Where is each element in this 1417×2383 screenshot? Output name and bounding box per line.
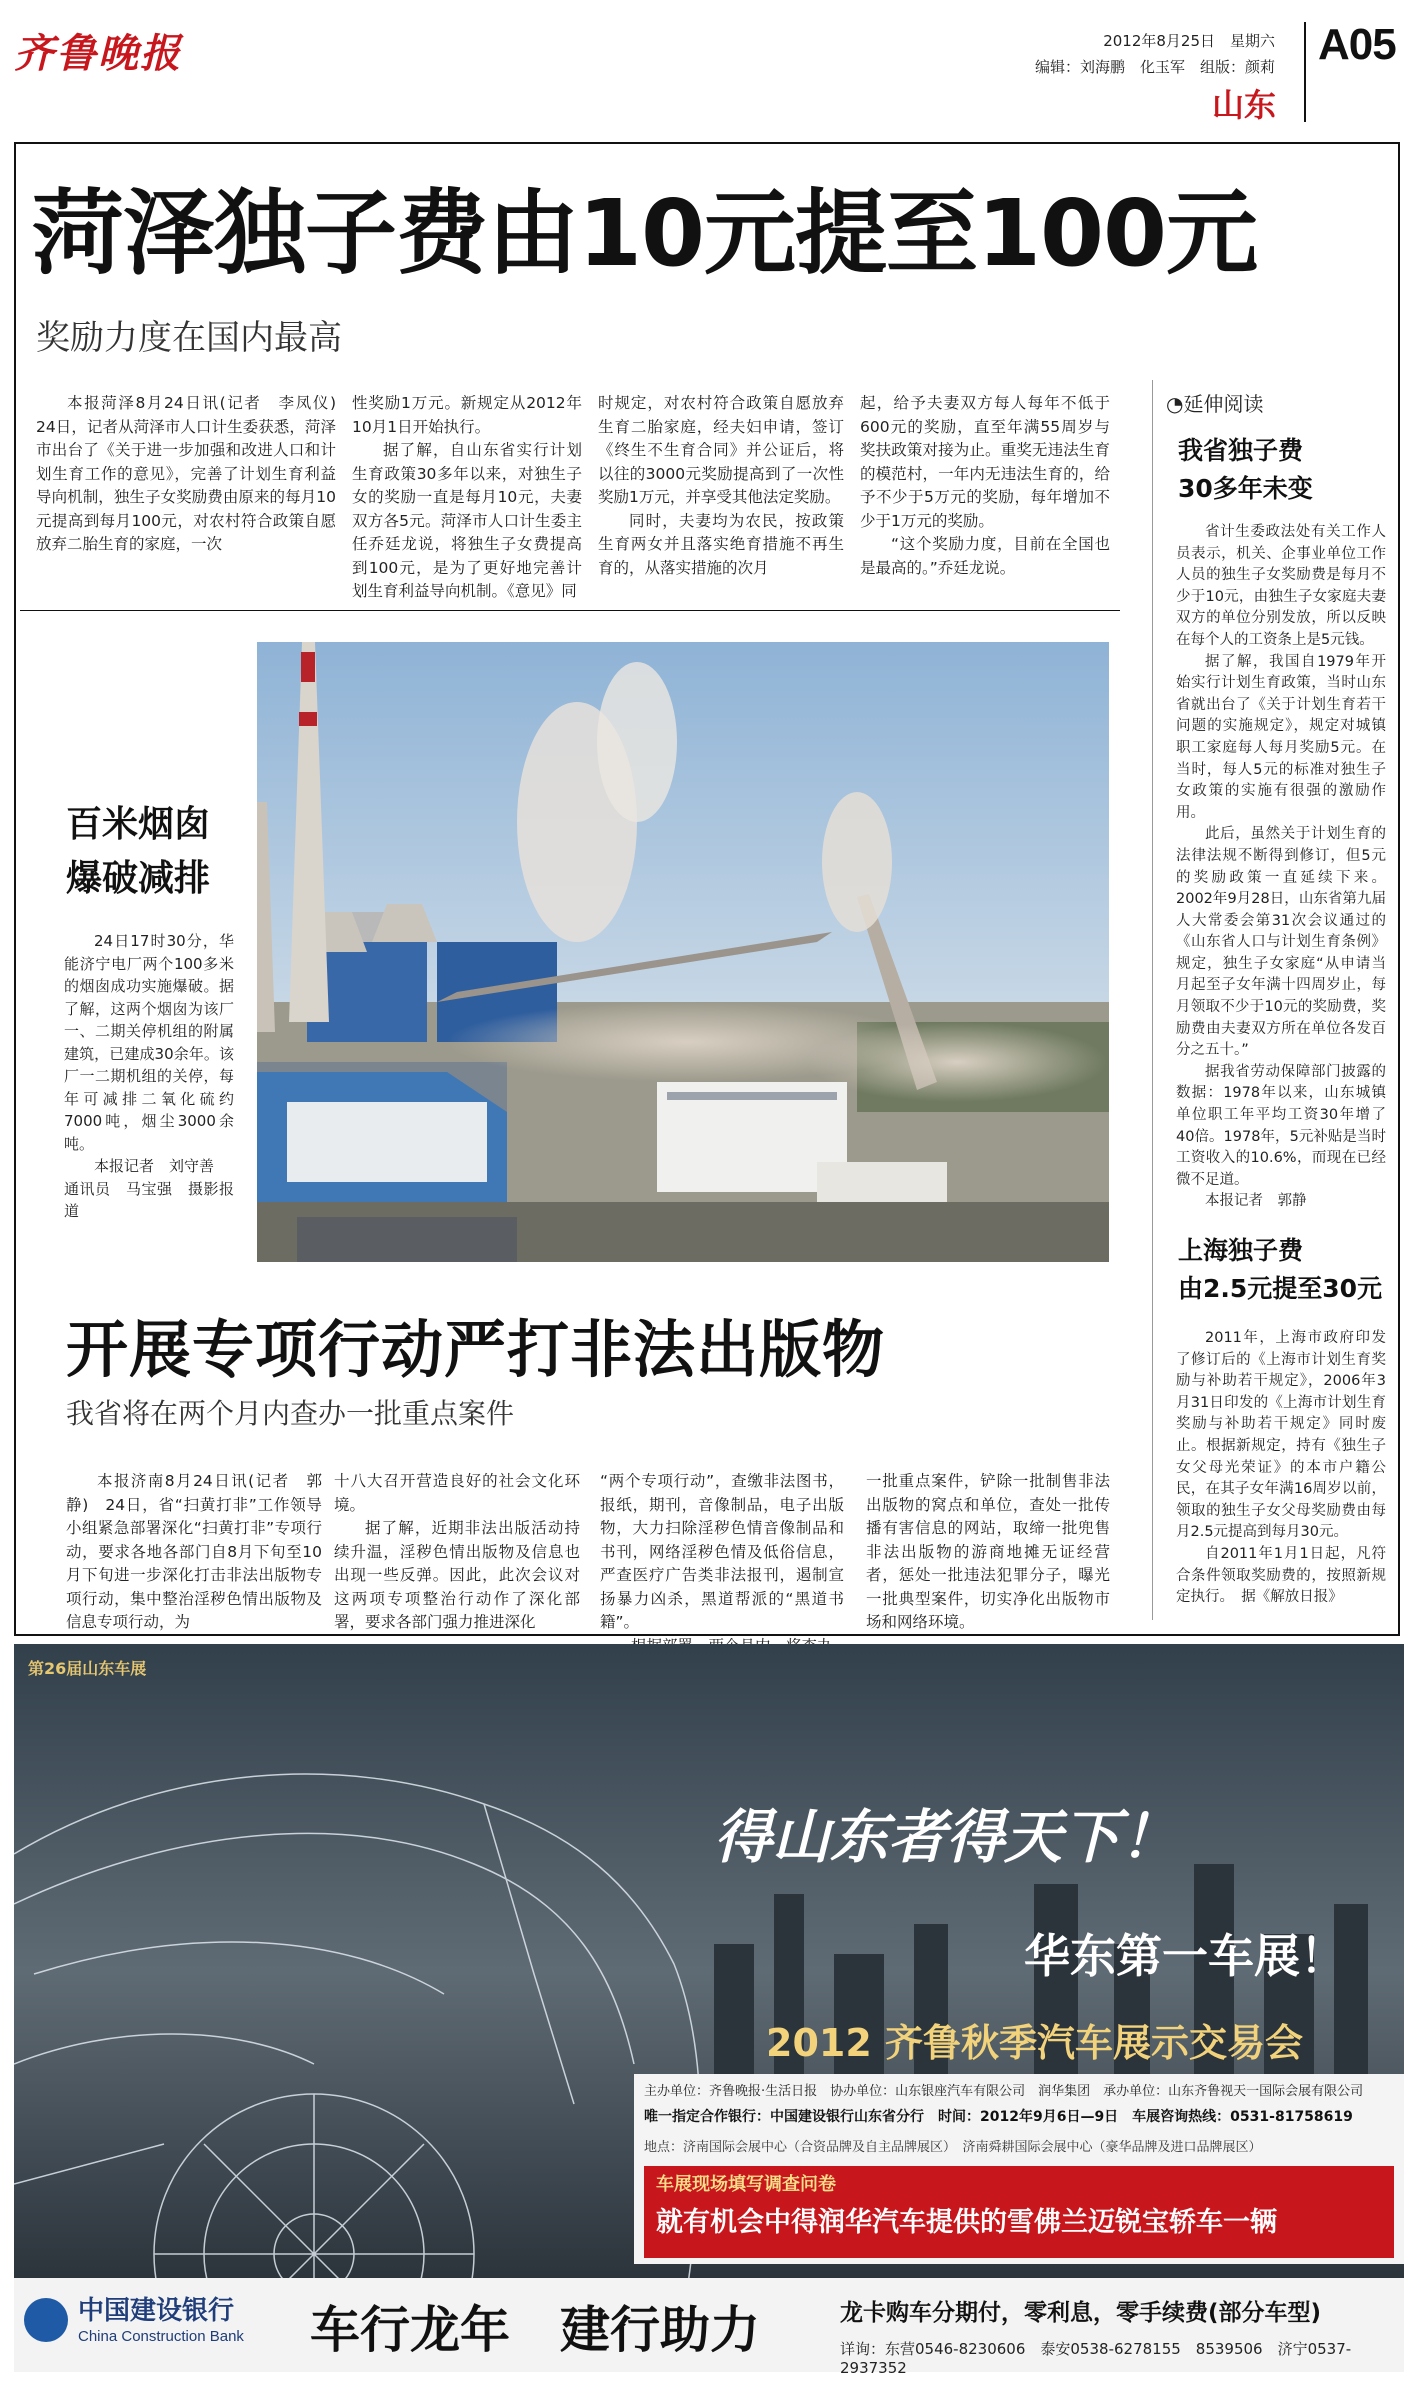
venue-line: 地点：济南国际会展中心（合资品牌及自主品牌展区） 济南舜耕国际会展中心（豪华品牌及进口品牌展区）: [644, 2140, 1262, 2155]
subheadline-2: 我省将在两个月内查办一批重点案件: [66, 1397, 515, 1430]
headline: 菏泽独子费由10元提至100元: [32, 180, 1258, 287]
paragraph: 起，给予夫妻双方每人每年不低于600元的奖励，直至年满55周岁与奖扶政策对接为止。重奖无违法生育的模范村，一年内无违法生育的，给予不少于5万元的奖励，每年增加不少于1万元的奖励。: [860, 394, 1110, 530]
newspaper-logo: 齐鲁晚报: [14, 30, 182, 77]
phone-line: 详询：东营0546-8230606 泰安0538-6278155 8539506 济宁0537-2937352: [840, 2340, 1352, 2377]
subheadline: 奖励力度在国内最高: [36, 318, 342, 358]
photo-caption: [64, 930, 234, 1223]
story1-column-2: [352, 392, 582, 604]
story2-column-1: [66, 1470, 322, 1635]
paragraph: 时规定，对农村符合政策自愿放弃生育二胎家庭，经夫妇申请，签订《终生不生育合同》并公证后，将以往的3000元奖励提高到了一次性奖励1万元，并享受其他法定奖励。: [598, 394, 844, 506]
story1-column-4: [860, 392, 1110, 580]
paragraph: 本报菏泽8月24日讯(记者 李凤仪) 24日，记者从菏泽市人口计生委获悉，菏泽市出台了《关于进一步加强和改进人口和计划生育工作的意见》，完善了计划生育利益导向机制，独生子女奖励费由原来的每月10元提高到每月100元，对农村符合政策自愿放弃二胎生育的家庭，一次: [36, 394, 352, 553]
paragraph: 据我省劳动保障部门披露的数据：1978年以来，山东城镇单位职工年平均工资30年增了40倍。1978年，5元补贴是当时工资收入的10.6%，而现在已经微不足道。: [1176, 1063, 1386, 1188]
paragraph: “这个奖励力度，目前在全国也是最高的。”乔廷龙说。: [860, 535, 1110, 577]
edition-badge: 第26届山东车展: [28, 1659, 147, 1678]
big-slogan: 车行龙年 建行助力: [310, 2301, 760, 2359]
section-title: 山东: [1212, 86, 1277, 124]
sidebar-item2-title: 上海独子费 由2.5元提至30元: [1178, 1236, 1383, 1303]
related-reading-tag: ◔延伸阅读: [1166, 392, 1264, 416]
editor-line: 编辑：刘海鹏 化玉军 组版：颜莉: [1034, 58, 1275, 76]
ad-slogan: 得山东者得天下！: [714, 1803, 1179, 1871]
paragraph: 省计生委政法处有关工作人员表示，机关、企事业单位工作人员的独生子女奖励费是每月不少于10元，由独生子女家庭夫妻双方的单位分别发放，所以反映在每个人的工资条上是5元钱。: [1176, 524, 1386, 648]
story1-column-1: [36, 392, 352, 557]
paragraph: 一批重点案件，铲除一批制售非法出版物的窝点和单位，查处一批传播有害信息的网站，取缔一批兜售非法出版物的游商地摊无证经营者，惩处一批违法犯罪分子，曝光一批典型案件，切实净化出版物市场和网络环境。: [866, 1472, 1110, 1631]
paragraph: 自2011年1月1日起，凡符合条件领取奖励费的，按照新规定执行。 据《解放日报》: [1176, 1545, 1386, 1606]
paragraph: 2011年，上海市政府印发了修订后的《上海市计划生育奖励与补助若干规定》，2006年3月31日印发的《上海市计划生育奖励与补助若干规定》同时废止。根据新规定，持有《独生子女父母光荣证》的本市户籍公民，在其子女年满16周岁以前，领取的独生子女父母奖励费由每月2.5元提高到每月30元。: [1176, 1330, 1386, 1541]
ad-tagline: 华东第一车展！: [1024, 1929, 1346, 1983]
paragraph: 据了解，自山东省实行计划生育政策30多年以来，对独生子女的奖励一直是每月10元，夫妻双方各5元。菏泽市人口计生委主任乔廷龙说，将独生子女费提高到100元，是为了更好地完善计划生育利益导向机制。《意见》同: [352, 441, 582, 600]
photo-illustration: [257, 642, 1109, 1262]
organizer-line: 主办单位：齐鲁晚报·生活日报 协办单位：山东银座汽车有限公司 润华集团 承办单位：山东齐鲁视天一国际会展有限公司: [644, 2084, 1364, 2099]
paragraph: 十八大召开营造良好的社会文化环境。: [334, 1472, 580, 1514]
chimney-demolition-photo: [257, 642, 1109, 1262]
paragraph: “两个专项行动”，查缴非法图书，报纸，期刊，音像制品，电子出版物，大力扫除淫秽色情音像制品和书刊，网络淫秽色情及低俗信息，严查医疗广告类非法报刊，遏制宣扬暴力凶杀，黑道帮派的“黑道书籍”。: [600, 1472, 844, 1631]
byline: 本报记者 刘守善: [94, 1157, 215, 1175]
story1-column-3: [598, 392, 844, 580]
story2-column-2: [334, 1470, 580, 1635]
loan-line: 龙卡购车分期付，零利息，零手续费(部分车型): [840, 2300, 1322, 2326]
story2-column-4: [866, 1470, 1110, 1635]
section-divider: [20, 610, 1120, 611]
byline: 本报记者 郭静: [1205, 1193, 1307, 1210]
survey-tag: 车展现场填写调查问卷: [656, 2174, 836, 2195]
bank-line: 唯一指定合作银行：中国建设银行山东省分行 时间：2012年9月6日—9日 车展咨询热线：0531-81758619: [644, 2109, 1353, 2125]
paragraph: 性奖励1万元。新规定从2012年10月1日开始执行。: [352, 394, 582, 436]
related-icon: ◔: [1166, 392, 1184, 416]
car-show-ad: [14, 1644, 1404, 2372]
event-title: 2012 齐鲁秋季汽车展示交易会: [766, 2021, 1303, 2065]
paragraph: 同时，夫妻均为农民，按政策生育两女并且落实绝育措施不再生育的，从落实措施的次月: [598, 511, 844, 577]
bank-name-cn: 中国建设银行: [78, 2296, 235, 2326]
photo-kicker: 百米烟囱 爆破减排: [66, 804, 211, 899]
page-number: A05: [1318, 20, 1396, 69]
bank-name-en: China Construction Bank: [78, 2328, 244, 2345]
prize-line: 就有机会中得润华汽车提供的雪佛兰迈锐宝轿车一辆: [656, 2207, 1277, 2238]
paragraph: 此后，虽然关于计划生育的法律法规不断得到修订，但5元的奖励政策一直延续下来。2002年9月28日，山东省第九届人大常委会第31次会议通过的《山东省人口与计划生育条例》规定，独生子女家庭“从申请当月起至子女年满十四周岁止，每月领取不少于10元的奖励费，奖励费由夫妻双方所在单位各发百分之五十。”: [1176, 826, 1386, 1059]
sidebar-item1-body: [1176, 522, 1386, 1213]
sidebar-item1-title: 我省独子费 30多年未变: [1178, 436, 1313, 503]
headline-2: 开展专项行动严打非法出版物: [66, 1313, 886, 1386]
issue-meta: [1035, 28, 1275, 80]
date-line: 2012年8月25日 星期六: [1103, 32, 1275, 50]
paragraph: 24日17时30分，华能济宁电厂两个100多米的烟囱成功实施爆破。据了解，这两个烟囱为该厂一、二期关停机组的附属建筑，已建成30余年。该厂一二期机组的关停，每年可减排二氧化硫约7000吨，烟尘3000余吨。: [64, 932, 234, 1153]
ccb-logo-icon: [24, 2298, 68, 2342]
masthead-divider: [1304, 22, 1306, 122]
paragraph: 本报济南8月24日讯(记者 郭静) 24日，省“扫黄打非”工作领导小组紧急部署深化“扫黄打非”专项行动，要求各地各部门自8月下旬至10月下旬进一步深化打击非法出版物专项行动，集中整治淫秽色情出版物及信息专项行动，为: [66, 1472, 322, 1631]
sidebar-divider: [1152, 380, 1153, 1620]
paragraph: 据了解，近期非法出版活动持续升温，淫秽色情出版物及信息也出现一些反弹。因此，此次会议对这两项专项整治行动作了深化部署，要求各部门强力推进深化: [334, 1519, 580, 1631]
bank-banner: [14, 2278, 1404, 2377]
story2-column-3: [600, 1470, 844, 1658]
paragraph: 据了解，我国自1979年开始实行计划生育政策，当时山东省就出台了《关于计划生育若干问题的实施规定》，规定对城镇职工家庭每人每月奖励5元。在当时，每人5元的标准对独生子女政策的实施有很强的激励作用。: [1176, 653, 1386, 821]
byline: 通讯员 马宝强 摄影报道: [64, 1179, 234, 1220]
sidebar-item2-body: [1176, 1328, 1386, 1609]
